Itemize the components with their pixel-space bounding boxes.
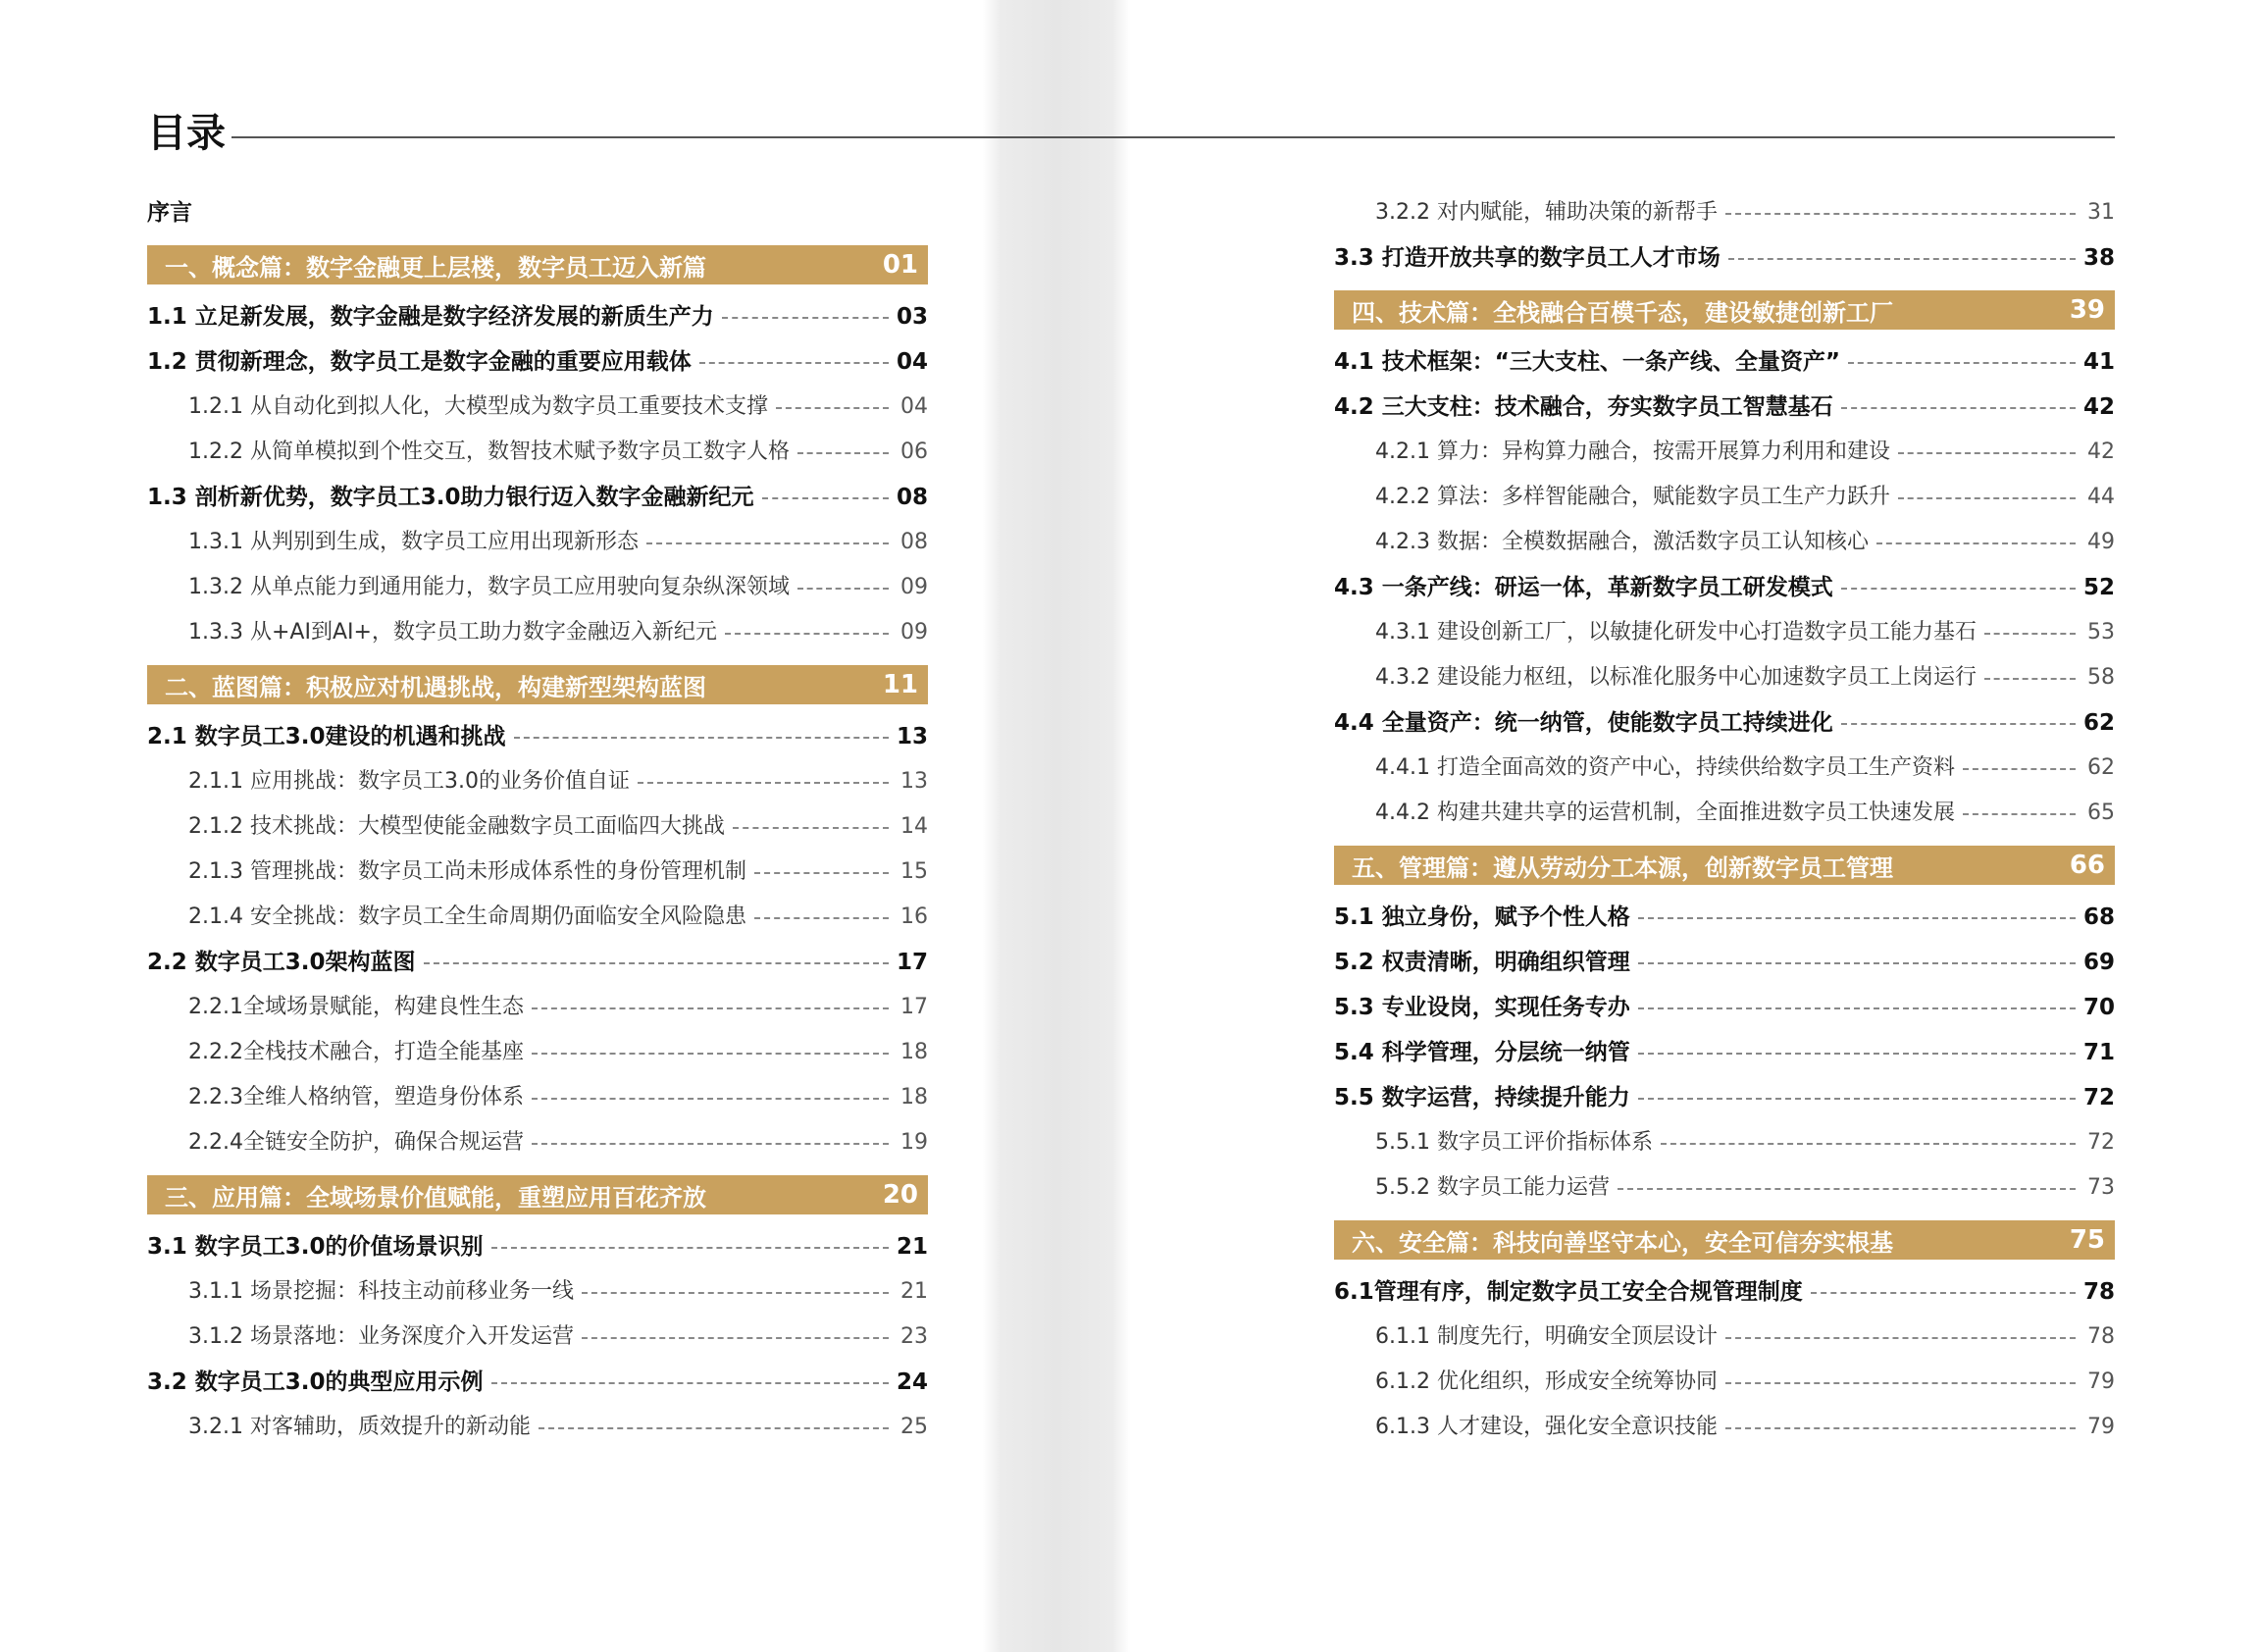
entry-title: 4.2.3 数据：全模数据融合，激活数字员工认知核心	[1375, 530, 1869, 554]
entry-page-number: 65	[2087, 800, 2115, 825]
toc-section-entry[interactable]	[147, 1360, 928, 1405]
entry-title: 2.1 数字员工3.0建设的机遇和挑战	[147, 724, 506, 749]
chapter-page-number: 01	[882, 250, 918, 280]
dot-leader	[1841, 723, 2076, 725]
entry-page-number: 18	[900, 1040, 928, 1064]
entry-page-number: 44	[2087, 485, 2115, 509]
dot-leader	[1963, 813, 2076, 815]
dot-leader	[1725, 213, 2076, 215]
entry-page-number: 06	[900, 439, 928, 464]
toc-subsection-entry[interactable]	[147, 430, 928, 475]
entry-page-number: 53	[2087, 620, 2115, 645]
entry-page-number: 42	[2082, 394, 2115, 420]
dot-leader	[797, 588, 889, 590]
toc-section-entry[interactable]	[1334, 940, 2115, 985]
entry-title: 5.1 独立身份，赋予个性人格	[1334, 904, 1630, 930]
entry-title: 1.3.1 从判别到生成，数字员工应用出现新形态	[188, 530, 639, 554]
toc-chapter-heading[interactable]	[1334, 290, 2115, 330]
entry-title: 4.1 技术框架：“三大支柱、一条产线、全量资产”	[1334, 349, 1840, 375]
entry-title: 3.1.1 场景挖掘：科技主动前移业务一线	[188, 1279, 574, 1304]
entry-page-number: 08	[900, 530, 928, 554]
entry-title: 5.2 权责清晰，明确组织管理	[1334, 950, 1630, 975]
dot-leader	[539, 1427, 889, 1429]
dot-leader	[699, 362, 889, 364]
entry-page-number: 62	[2082, 710, 2115, 736]
entry-page-number: 62	[2087, 755, 2115, 780]
dot-leader	[1898, 497, 2076, 499]
entry-title: 3.2 数字员工3.0的典型应用示例	[147, 1369, 484, 1395]
entry-page-number: 25	[900, 1415, 928, 1439]
dot-leader	[1848, 362, 2076, 364]
toc-section-entry[interactable]	[1334, 700, 2115, 746]
toc-section-entry[interactable]	[147, 714, 928, 759]
entry-page-number: 42	[2087, 439, 2115, 464]
entry-page-number: 72	[2082, 1085, 2115, 1110]
dot-leader	[1638, 1098, 2076, 1100]
toc-section-entry[interactable]	[147, 294, 928, 339]
entry-page-number: 18	[900, 1085, 928, 1110]
toc-subsection-entry[interactable]	[147, 985, 928, 1030]
dot-leader	[1841, 407, 2076, 409]
toc-subsection-entry[interactable]	[147, 759, 928, 804]
toc-subsection-entry[interactable]	[147, 804, 928, 850]
entry-page-number: 04	[900, 394, 928, 419]
dot-leader	[1984, 633, 2076, 635]
toc-right-list	[1334, 190, 2115, 1450]
chapter-title: 五、管理篇：遵从劳动分工本源，创新数字员工管理	[1352, 853, 1893, 882]
dot-leader	[1638, 917, 2076, 919]
entry-title: 6.1管理有序，制定数字员工安全合规管理制度	[1334, 1279, 1803, 1305]
entry-title: 4.4.2 构建共建共享的运营机制，全面推进数字员工快速发展	[1375, 800, 1955, 825]
entry-page-number: 08	[896, 485, 928, 510]
entry-page-number: 78	[2087, 1324, 2115, 1349]
toc-subsection-entry[interactable]	[147, 1120, 928, 1165]
entry-title: 2.2.2全栈技术融合，打造全能基座	[188, 1040, 524, 1064]
entry-title: 5.3 专业设岗，实现任务专办	[1334, 995, 1630, 1020]
dot-leader	[776, 407, 889, 409]
entry-page-number: 21	[896, 1234, 928, 1260]
entry-title: 6.1.3 人才建设，强化安全意识技能	[1375, 1415, 1718, 1439]
toc-section-entry[interactable]	[1334, 1075, 2115, 1120]
toc-subsection-entry[interactable]	[1334, 1405, 2115, 1450]
dot-leader	[1638, 1007, 2076, 1009]
dot-leader	[532, 1053, 889, 1055]
chapter-page-number: 11	[882, 670, 918, 699]
entry-page-number: 52	[2082, 575, 2115, 600]
chapter-title: 六、安全篇：科技向善坚守本心，安全可信夯实根基	[1352, 1228, 1893, 1257]
entry-title: 2.2.1全域场景赋能，构建良性生态	[188, 995, 524, 1019]
entry-title: 1.3.3 从+AI到AI+，数字员工助力数字金融迈入新纪元	[188, 620, 717, 645]
toc-section-entry[interactable]	[1334, 235, 2115, 281]
entry-page-number: 71	[2082, 1040, 2115, 1065]
entry-title: 2.2.4全链安全防护，确保合规运营	[188, 1130, 524, 1155]
dot-leader	[1984, 678, 2076, 680]
toc-subsection-entry[interactable]	[147, 610, 928, 655]
entry-page-number: 23	[900, 1324, 928, 1349]
dot-leader	[1725, 1427, 2076, 1429]
entry-title: 1.2.2 从简单模拟到个性交互，数智技术赋予数字员工数字人格	[188, 439, 790, 464]
entry-title: 2.2.3全维人格纳管，塑造身份体系	[188, 1085, 524, 1110]
toc-left-list	[147, 245, 928, 1450]
page-gutter	[983, 0, 1130, 1652]
entry-title: 2.1.2 技术挑战：大模型使能金融数字员工面临四大挑战	[188, 814, 725, 839]
dot-leader	[491, 1382, 889, 1384]
chapter-page-number: 20	[882, 1180, 918, 1210]
toc-subsection-entry[interactable]	[147, 565, 928, 610]
entry-page-number: 31	[2087, 200, 2115, 225]
dot-leader	[1638, 1053, 2076, 1055]
title-rule	[231, 136, 2115, 138]
dot-leader	[424, 962, 889, 964]
dot-leader	[582, 1337, 889, 1339]
entry-page-number: 15	[900, 859, 928, 884]
entry-page-number: 13	[900, 769, 928, 794]
dot-leader	[646, 542, 889, 544]
chapter-title: 二、蓝图篇：积极应对机遇挑战，构建新型架构蓝图	[165, 673, 706, 701]
entry-title: 1.1 立足新发展，数字金融是数字经济发展的新质生产力	[147, 304, 714, 330]
dot-leader	[1841, 588, 2076, 590]
entry-title: 6.1.2 优化组织，形成安全统筹协同	[1375, 1369, 1718, 1394]
toc-subsection-entry[interactable]	[147, 1030, 928, 1075]
toc-subsection-entry[interactable]	[1334, 430, 2115, 475]
toc-section-entry[interactable]	[1334, 1269, 2115, 1315]
toc-section-entry[interactable]	[147, 1224, 928, 1269]
toc-subsection-entry[interactable]	[1334, 610, 2115, 655]
dot-leader	[638, 782, 889, 784]
entry-title: 6.1.1 制度先行，明确安全顶层设计	[1375, 1324, 1718, 1349]
dot-leader	[532, 1143, 889, 1145]
toc-subsection-entry[interactable]	[1334, 655, 2115, 700]
entry-page-number: 70	[2082, 995, 2115, 1020]
entry-title: 2.1.3 管理挑战：数字员工尚未形成体系性的身份管理机制	[188, 859, 746, 884]
dot-leader	[1898, 452, 2076, 454]
toc-chapter-heading[interactable]	[1334, 1220, 2115, 1260]
entry-title: 4.3.2 建设能力枢纽，以标准化服务中心加速数字员工上岗运行	[1375, 665, 1977, 690]
toc-section-entry[interactable]	[147, 339, 928, 385]
entry-title: 1.2 贯彻新理念，数字员工是数字金融的重要应用载体	[147, 349, 692, 375]
entry-title: 4.3 一条产线：研运一体，革新数字员工研发模式	[1334, 575, 1833, 600]
dot-leader	[1811, 1292, 2076, 1294]
toc-subsection-entry[interactable]	[1334, 1360, 2115, 1405]
dot-leader	[1963, 768, 2076, 770]
dot-leader	[1725, 1382, 2076, 1384]
toc-subsection-entry[interactable]	[147, 520, 928, 565]
toc-subsection-entry[interactable]	[1334, 1120, 2115, 1165]
toc-chapter-heading[interactable]	[147, 1175, 928, 1214]
toc-subsection-entry[interactable]	[147, 385, 928, 430]
entry-page-number: 21	[900, 1279, 928, 1304]
entry-page-number: 19	[900, 1130, 928, 1155]
entry-page-number: 79	[2087, 1415, 2115, 1439]
entry-page-number: 38	[2082, 245, 2115, 271]
dot-leader	[1728, 258, 2076, 260]
toc-subsection-entry[interactable]	[1334, 190, 2115, 235]
entry-page-number: 09	[900, 575, 928, 599]
toc-subsection-entry[interactable]	[147, 850, 928, 895]
entry-page-number: 78	[2082, 1279, 2115, 1305]
toc-subsection-entry[interactable]	[1334, 475, 2115, 520]
entry-title: 4.4 全量资产：统一纳管，使能数字员工持续进化	[1334, 710, 1833, 736]
entry-page-number: 58	[2087, 665, 2115, 690]
toc-chapter-heading[interactable]	[1334, 846, 2115, 885]
dot-leader	[725, 633, 889, 635]
entry-title: 4.2 三大支柱：技术融合，夯实数字员工智慧基石	[1334, 394, 1833, 420]
entry-page-number: 09	[900, 620, 928, 645]
dot-leader	[722, 317, 889, 319]
dot-leader	[532, 1007, 889, 1009]
toc-subsection-entry[interactable]	[147, 1405, 928, 1450]
entry-page-number: 17	[896, 950, 928, 975]
entry-title: 2.2 数字员工3.0架构蓝图	[147, 950, 416, 975]
entry-page-number: 49	[2087, 530, 2115, 554]
entry-page-number: 79	[2087, 1369, 2115, 1394]
entry-title: 5.5 数字运营，持续提升能力	[1334, 1085, 1630, 1110]
toc-left-column	[147, 190, 928, 1450]
entry-title: 4.4.1 打造全面高效的资产中心，持续供给数字员工生产资料	[1375, 755, 1955, 780]
entry-page-number: 69	[2082, 950, 2115, 975]
chapter-page-number: 39	[2069, 295, 2105, 325]
toc-chapter-heading[interactable]	[147, 245, 928, 284]
dot-leader	[491, 1247, 889, 1249]
entry-title: 1.3 剖析新优势，数字员工3.0助力银行迈入数字金融新纪元	[147, 485, 754, 510]
toc-subsection-entry[interactable]	[147, 895, 928, 940]
dot-leader	[762, 497, 889, 499]
dot-leader	[1618, 1188, 2076, 1190]
entry-title: 3.1.2 场景落地：业务深度介入开发运营	[188, 1324, 574, 1349]
entry-title: 1.2.1 从自动化到拟人化，大模型成为数字员工重要技术支撑	[188, 394, 768, 419]
dot-leader	[754, 917, 889, 919]
entry-title: 4.2.1 算力：异构算力融合，按需开展算力利用和建设	[1375, 439, 1890, 464]
chapter-title: 三、应用篇：全域场景价值赋能，重塑应用百花齐放	[165, 1183, 706, 1212]
page-title: 目录	[147, 111, 226, 156]
dot-leader	[797, 452, 889, 454]
dot-leader	[754, 872, 889, 874]
toc-chapter-heading[interactable]	[147, 665, 928, 704]
entry-title: 3.2.2 对内赋能，辅助决策的新帮手	[1375, 200, 1718, 225]
toc-section-entry[interactable]	[1334, 385, 2115, 430]
entry-title: 2.1.4 安全挑战：数字员工全生命周期仍面临安全风险隐患	[188, 904, 746, 929]
entry-title: 3.1 数字员工3.0的价值场景识别	[147, 1234, 484, 1260]
entry-page-number: 72	[2087, 1130, 2115, 1155]
chapter-page-number: 66	[2069, 851, 2105, 880]
entry-title: 4.3.1 建设创新工厂，以敏捷化研发中心打造数字员工能力基石	[1375, 620, 1977, 645]
toc-preface[interactable]: 序言	[147, 200, 192, 226]
chapter-title: 四、技术篇：全栈融合百模千态，建设敏捷创新工厂	[1352, 298, 1893, 327]
entry-title: 4.2.2 算法：多样智能融合，赋能数字员工生产力跃升	[1375, 485, 1890, 509]
entry-title: 1.3.2 从单点能力到通用能力，数字员工应用驶向复杂纵深领域	[188, 575, 790, 599]
toc-subsection-entry[interactable]	[1334, 746, 2115, 791]
entry-title: 5.4 科学管理，分层统一纳管	[1334, 1040, 1630, 1065]
toc-subsection-entry[interactable]	[1334, 791, 2115, 836]
toc-section-entry[interactable]	[1334, 1030, 2115, 1075]
dot-leader	[1661, 1143, 2076, 1145]
entry-page-number: 14	[900, 814, 928, 839]
entry-page-number: 16	[900, 904, 928, 929]
entry-page-number: 04	[896, 349, 928, 375]
toc-section-entry[interactable]	[147, 940, 928, 985]
entry-title: 5.5.1 数字员工评价指标体系	[1375, 1130, 1653, 1155]
entry-page-number: 13	[896, 724, 928, 749]
toc-subsection-entry[interactable]	[147, 1315, 928, 1360]
entry-page-number: 03	[896, 304, 928, 330]
toc-section-entry[interactable]	[1334, 565, 2115, 610]
chapter-title: 一、概念篇：数字金融更上层楼，数字员工迈入新篇	[165, 253, 706, 282]
dot-leader	[582, 1292, 889, 1294]
dot-leader	[1725, 1337, 2076, 1339]
toc-subsection-entry[interactable]	[147, 1075, 928, 1120]
toc-section-entry[interactable]	[147, 475, 928, 520]
toc-subsection-entry[interactable]	[1334, 520, 2115, 565]
chapter-page-number: 75	[2069, 1225, 2105, 1255]
dot-leader	[1638, 962, 2076, 964]
dot-leader	[1876, 542, 2076, 544]
entry-title: 3.2.1 对客辅助，质效提升的新动能	[188, 1415, 531, 1439]
toc-section-entry[interactable]	[1334, 339, 2115, 385]
dot-leader	[514, 737, 889, 739]
entry-page-number: 68	[2082, 904, 2115, 930]
entry-page-number: 73	[2087, 1175, 2115, 1200]
toc-subsection-entry[interactable]	[147, 1269, 928, 1315]
toc-subsection-entry[interactable]	[1334, 1315, 2115, 1360]
entry-page-number: 17	[900, 995, 928, 1019]
entry-title: 3.3 打造开放共享的数字员工人才市场	[1334, 245, 1721, 271]
entry-title: 2.1.1 应用挑战：数字员工3.0的业务价值自证	[188, 769, 630, 794]
toc-right-column	[1334, 190, 2115, 1450]
toc-subsection-entry[interactable]	[1334, 1165, 2115, 1211]
dot-leader	[532, 1098, 889, 1100]
toc-section-entry[interactable]	[1334, 895, 2115, 940]
entry-page-number: 24	[896, 1369, 928, 1395]
dot-leader	[733, 827, 889, 829]
toc-section-entry[interactable]	[1334, 985, 2115, 1030]
entry-page-number: 41	[2082, 349, 2115, 375]
entry-title: 5.5.2 数字员工能力运营	[1375, 1175, 1610, 1200]
